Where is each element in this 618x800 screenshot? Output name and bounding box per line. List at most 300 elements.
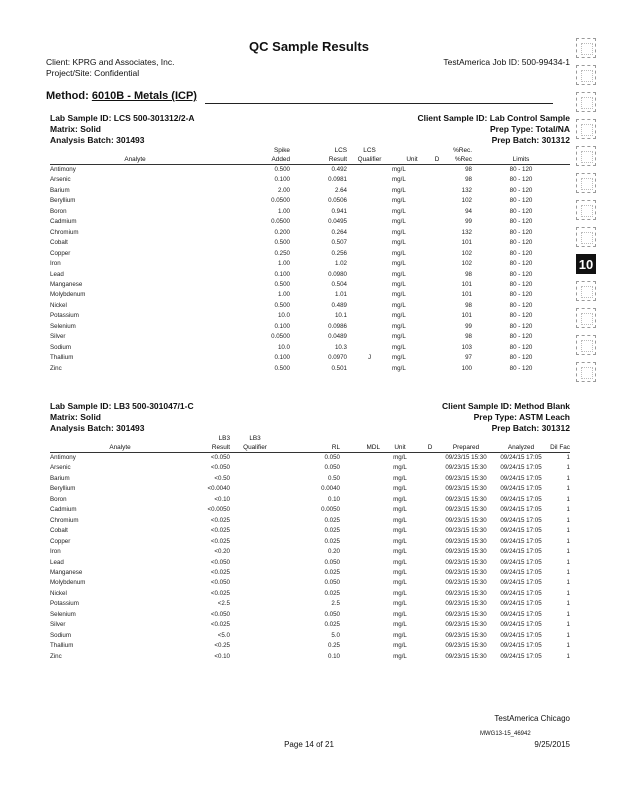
table-cell: 09/23/15 15:30 xyxy=(445,631,487,639)
table-cell: 98 xyxy=(465,301,472,309)
table-cell: Antimony xyxy=(50,454,76,461)
section-tab-active[interactable]: 10 xyxy=(576,254,596,274)
table-cell: 80 - 120 xyxy=(509,176,533,184)
column-header: Limits xyxy=(472,155,570,165)
table-cell: 100 xyxy=(461,364,472,372)
table-cell: 80 - 120 xyxy=(509,301,533,309)
table-row xyxy=(50,311,570,321)
column-header: Analyzed xyxy=(492,443,550,453)
column-header xyxy=(340,434,380,443)
table-cell: 09/24/15 17:05 xyxy=(500,485,542,493)
table-cell xyxy=(420,558,440,568)
table-cell: 101 xyxy=(461,291,472,299)
table-cell: mg/L xyxy=(392,166,406,173)
table-cell xyxy=(420,474,440,484)
column-header xyxy=(492,434,550,443)
table-cell: 09/23/15 15:30 xyxy=(445,516,487,524)
table-cell xyxy=(340,474,380,484)
section-tab[interactable] xyxy=(576,65,596,85)
table-cell: <0.050 xyxy=(210,610,230,618)
table-cell: 0.492 xyxy=(331,166,347,173)
table-cell: mg/L xyxy=(392,249,406,257)
table-cell: 80 - 120 xyxy=(509,239,533,247)
table-cell xyxy=(340,578,380,588)
table-cell: <0.10 xyxy=(214,495,230,503)
table-cell: 2.64 xyxy=(334,186,347,194)
column-header: D xyxy=(432,155,442,165)
column-header: %Rec xyxy=(442,155,472,165)
table-cell: <0.050 xyxy=(210,558,230,566)
table-cell: 102 xyxy=(461,249,472,257)
table-cell: 09/24/15 17:05 xyxy=(500,474,542,482)
table-cell: mg/L xyxy=(393,495,407,503)
table-cell: 10.3 xyxy=(334,343,347,351)
method-label: Method: xyxy=(46,90,89,102)
table-cell: mg/L xyxy=(393,631,407,639)
mb-matrix: Matrix: Solid xyxy=(50,412,102,422)
table-cell: 99 xyxy=(465,322,472,330)
table-cell: mg/L xyxy=(392,301,406,309)
column-header xyxy=(280,434,340,443)
table-cell: 09/23/15 15:30 xyxy=(445,537,487,545)
section-tabs xyxy=(576,38,600,389)
table-cell xyxy=(347,322,392,332)
table-cell xyxy=(432,175,442,185)
table-cell xyxy=(420,568,440,578)
table-cell: 102 xyxy=(461,260,472,268)
table-cell: mg/L xyxy=(393,548,407,556)
table-cell: 0.10 xyxy=(327,495,340,503)
mb-client-sample-id: Client Sample ID: Method Blank xyxy=(442,401,570,411)
table-cell: mg/L xyxy=(392,176,406,184)
method-value: 6010B - Metals (ICP) xyxy=(91,90,197,102)
table-cell: 80 - 120 xyxy=(509,186,533,194)
table-cell: 10.1 xyxy=(334,312,347,320)
table-cell: mg/L xyxy=(392,197,406,205)
table-cell: 98 xyxy=(465,176,472,184)
column-header: Unit xyxy=(380,443,420,453)
table-cell: 09/24/15 17:05 xyxy=(500,464,542,472)
table-cell: 0.050 xyxy=(324,579,340,587)
table-cell: 09/24/15 17:05 xyxy=(500,558,542,566)
table-cell: Iron xyxy=(50,548,61,556)
section-tab[interactable] xyxy=(576,119,596,139)
table-cell: 1.01 xyxy=(334,291,347,299)
table-cell xyxy=(230,631,280,641)
mb-prep-type: Prep Type: ASTM Leach xyxy=(473,412,570,422)
table-cell xyxy=(432,353,442,363)
table-cell: 0.501 xyxy=(331,364,347,372)
table-row xyxy=(50,364,570,374)
table-cell: Lead xyxy=(50,270,64,278)
table-cell: 09/23/15 15:30 xyxy=(445,474,487,482)
table-cell: Potassium xyxy=(50,600,79,608)
table-row xyxy=(50,484,570,494)
table-cell: 1 xyxy=(566,621,570,629)
column-header: Qualifier xyxy=(347,155,392,165)
section-tab[interactable] xyxy=(576,227,596,247)
table-cell xyxy=(340,620,380,630)
table-cell: mg/L xyxy=(393,527,407,535)
table-cell: 09/23/15 15:30 xyxy=(445,579,487,587)
table-cell: mg/L xyxy=(393,516,407,524)
table-cell: 1 xyxy=(566,600,570,608)
table-cell xyxy=(340,505,380,515)
table-cell: 0.050 xyxy=(324,558,340,566)
table-cell: 1.00 xyxy=(277,207,290,215)
table-cell: mg/L xyxy=(392,270,406,278)
table-cell: mg/L xyxy=(392,291,406,299)
table-row xyxy=(50,322,570,332)
table-cell: 2.00 xyxy=(277,186,290,194)
table-cell: 0.0040 xyxy=(321,485,340,493)
table-cell: 80 - 120 xyxy=(509,228,533,236)
table-row xyxy=(50,228,570,238)
lcs-table-body xyxy=(50,165,570,375)
table-cell: <0.025 xyxy=(210,568,230,576)
table-cell xyxy=(432,311,442,321)
table-cell: mg/L xyxy=(392,343,406,351)
table-cell: 1 xyxy=(566,568,570,576)
table-cell: <0.0050 xyxy=(207,506,230,514)
project-site: Project/Site: Confidential xyxy=(46,68,140,78)
table-cell: Barium xyxy=(50,186,70,194)
section-tab[interactable] xyxy=(576,200,596,220)
table-cell: 97 xyxy=(465,354,472,362)
column-header: Analyte xyxy=(50,443,190,453)
table-row xyxy=(50,270,570,280)
table-cell xyxy=(420,516,440,526)
column-header: D xyxy=(420,443,440,453)
table-cell: 80 - 120 xyxy=(509,354,533,362)
table-cell: Manganese xyxy=(50,568,83,576)
table-cell: Cobalt xyxy=(50,239,68,247)
table-cell: mg/L xyxy=(392,322,406,330)
section-tab[interactable] xyxy=(576,308,596,328)
table-cell xyxy=(432,228,442,238)
table-cell xyxy=(230,526,280,536)
table-cell xyxy=(420,463,440,473)
column-header xyxy=(392,146,432,155)
table-cell: 80 - 120 xyxy=(509,249,533,257)
table-cell: mg/L xyxy=(392,333,406,341)
table-cell: 1 xyxy=(566,506,570,514)
table-cell: 0.250 xyxy=(274,249,290,257)
table-cell: 09/24/15 17:05 xyxy=(500,642,542,650)
table-cell: Silver xyxy=(50,333,66,341)
section-tab[interactable] xyxy=(576,281,596,301)
column-header: Prepared xyxy=(440,443,492,453)
table-cell: 0.0970 xyxy=(328,354,347,362)
table-cell xyxy=(347,270,392,280)
table-cell xyxy=(432,280,442,290)
table-cell: mg/L xyxy=(393,621,407,629)
table-cell: Zinc xyxy=(50,652,62,660)
table-row xyxy=(50,589,570,599)
table-cell: mg/L xyxy=(393,454,407,461)
table-cell: Sodium xyxy=(50,631,71,639)
table-cell: 09/24/15 17:05 xyxy=(500,548,542,556)
table-cell xyxy=(230,641,280,651)
section-tab[interactable] xyxy=(576,38,596,58)
table-cell xyxy=(432,270,442,280)
table-cell xyxy=(432,364,442,374)
table-cell: 98 xyxy=(465,333,472,341)
section-tab[interactable] xyxy=(576,335,596,355)
table-cell: Nickel xyxy=(50,301,67,309)
table-cell: Boron xyxy=(50,495,67,503)
table-cell xyxy=(347,343,392,353)
table-cell: 80 - 120 xyxy=(509,166,533,173)
table-cell: 09/23/15 15:30 xyxy=(445,485,487,493)
table-cell xyxy=(432,196,442,206)
method-rule xyxy=(205,103,553,104)
table-cell xyxy=(230,474,280,484)
table-cell: mg/L xyxy=(392,364,406,372)
table-cell: Molybdenum xyxy=(50,579,86,587)
mb-table xyxy=(50,434,570,662)
table-cell xyxy=(420,599,440,609)
table-cell: 132 xyxy=(461,186,472,194)
table-cell: 101 xyxy=(461,280,472,288)
table-cell xyxy=(432,301,442,311)
section-tab[interactable] xyxy=(576,173,596,193)
table-cell xyxy=(347,217,392,227)
column-header: LCS xyxy=(334,147,347,154)
table-cell xyxy=(230,484,280,494)
table-cell: 1 xyxy=(566,642,570,650)
table-row xyxy=(50,165,570,176)
table-cell: <0.25 xyxy=(214,642,230,650)
column-header: Unit xyxy=(392,155,432,165)
table-cell: 0.100 xyxy=(274,354,290,362)
table-row xyxy=(50,620,570,630)
mb-analysis-batch: Analysis Batch: 301493 xyxy=(50,423,145,433)
table-cell: <0.050 xyxy=(210,454,230,461)
table-cell: 10.0 xyxy=(277,343,290,351)
table-row xyxy=(50,505,570,515)
lcs-prep-type: Prep Type: Total/NA xyxy=(490,124,570,134)
table-row xyxy=(50,463,570,473)
table-cell: 101 xyxy=(461,239,472,247)
table-cell: 09/24/15 17:05 xyxy=(500,527,542,535)
table-cell: 09/24/15 17:05 xyxy=(500,600,542,608)
table-cell: <5.0 xyxy=(217,631,230,639)
page-title: QC Sample Results xyxy=(249,39,369,54)
table-cell: 09/24/15 17:05 xyxy=(500,454,542,461)
table-cell: Chromium xyxy=(50,516,79,524)
table-cell: Cobalt xyxy=(50,527,68,535)
table-cell: 1 xyxy=(566,485,570,493)
table-cell xyxy=(230,599,280,609)
table-cell: 0.264 xyxy=(331,228,347,236)
table-cell: 80 - 120 xyxy=(509,207,533,215)
table-cell: Cadmium xyxy=(50,218,77,226)
table-cell: J xyxy=(367,354,372,362)
column-header xyxy=(420,434,440,443)
column-header xyxy=(50,434,190,443)
table-cell xyxy=(230,568,280,578)
table-cell: 09/23/15 15:30 xyxy=(445,548,487,556)
table-cell: 2.5 xyxy=(331,600,340,608)
table-cell xyxy=(420,620,440,630)
table-cell: 1 xyxy=(566,495,570,503)
table-cell: 0.0500 xyxy=(271,333,290,341)
lcs-prep-batch: Prep Batch: 301312 xyxy=(491,135,570,145)
table-cell xyxy=(347,364,392,374)
table-cell: 0.489 xyxy=(331,301,347,309)
table-cell: 80 - 120 xyxy=(509,312,533,320)
table-row xyxy=(50,516,570,526)
page-number: Page 14 of 21 xyxy=(284,740,334,749)
table-cell xyxy=(432,290,442,300)
table-cell: 09/24/15 17:05 xyxy=(500,537,542,545)
table-cell: Selenium xyxy=(50,610,76,618)
table-row xyxy=(50,332,570,342)
table-cell: 0.25 xyxy=(327,642,340,650)
table-cell xyxy=(347,196,392,206)
table-cell: mg/L xyxy=(392,239,406,247)
table-cell xyxy=(340,568,380,578)
table-cell: Zinc xyxy=(50,364,62,372)
table-cell xyxy=(340,589,380,599)
table-cell: <0.20 xyxy=(214,548,230,556)
table-cell: 09/24/15 17:05 xyxy=(500,516,542,524)
section-tab[interactable] xyxy=(576,146,596,166)
table-cell xyxy=(230,578,280,588)
table-cell: <0.50 xyxy=(214,474,230,482)
table-row xyxy=(50,186,570,196)
table-row xyxy=(50,495,570,505)
table-row xyxy=(50,259,570,269)
table-cell xyxy=(432,207,442,217)
table-cell: mg/L xyxy=(393,537,407,545)
table-cell: <0.050 xyxy=(210,464,230,472)
section-tab[interactable] xyxy=(576,92,596,112)
table-row xyxy=(50,175,570,185)
table-cell: Iron xyxy=(50,260,61,268)
table-cell xyxy=(420,526,440,536)
table-cell xyxy=(432,343,442,353)
column-header: LCS xyxy=(363,147,376,154)
table-cell: 0.500 xyxy=(274,364,290,372)
table-cell xyxy=(347,175,392,185)
table-cell: 0.200 xyxy=(274,228,290,236)
table-cell: 101 xyxy=(461,312,472,320)
lcs-header-top-row xyxy=(50,146,570,155)
table-row xyxy=(50,453,570,464)
mb-table-body xyxy=(50,453,570,663)
table-cell: 09/24/15 17:05 xyxy=(500,610,542,618)
table-cell xyxy=(432,322,442,332)
table-cell: 09/23/15 15:30 xyxy=(445,642,487,650)
table-cell: Manganese xyxy=(50,280,83,288)
table-cell: 0.0050 xyxy=(321,506,340,514)
table-cell: Cadmium xyxy=(50,506,77,514)
table-cell: Thallium xyxy=(50,354,74,362)
table-cell: Antimony xyxy=(50,166,76,173)
table-cell: 09/23/15 15:30 xyxy=(445,621,487,629)
column-header xyxy=(432,146,442,155)
table-row xyxy=(50,547,570,557)
table-cell: <0.0040 xyxy=(207,485,230,493)
table-cell: 1.00 xyxy=(277,291,290,299)
table-cell: mg/L xyxy=(392,186,406,194)
table-cell xyxy=(230,505,280,515)
table-cell: <2.5 xyxy=(217,600,230,608)
table-cell: Arsenic xyxy=(50,464,71,472)
table-cell: 1 xyxy=(566,474,570,482)
table-cell: 0.100 xyxy=(274,322,290,330)
lcs-header-row xyxy=(50,155,570,165)
table-cell: Selenium xyxy=(50,322,76,330)
table-cell: Copper xyxy=(50,249,71,257)
column-header xyxy=(472,146,570,155)
table-cell xyxy=(420,484,440,494)
table-cell: 09/23/15 15:30 xyxy=(445,464,487,472)
table-cell: 09/23/15 15:30 xyxy=(445,610,487,618)
table-cell xyxy=(340,641,380,651)
table-cell: 0.500 xyxy=(274,280,290,288)
table-cell: 1 xyxy=(566,454,570,461)
table-cell xyxy=(420,652,440,662)
table-cell: 0.500 xyxy=(274,301,290,309)
table-cell xyxy=(230,463,280,473)
table-cell: 1 xyxy=(566,652,570,660)
table-cell xyxy=(432,238,442,248)
section-tab[interactable] xyxy=(576,362,596,382)
table-cell xyxy=(347,332,392,342)
table-cell: 0.500 xyxy=(274,239,290,247)
table-cell xyxy=(230,652,280,662)
table-row xyxy=(50,578,570,588)
table-cell: 80 - 120 xyxy=(509,280,533,288)
table-cell xyxy=(347,249,392,259)
column-header xyxy=(440,434,492,443)
table-cell xyxy=(340,610,380,620)
table-cell: Beryllium xyxy=(50,485,76,493)
footer-lab-name: TestAmerica Chicago xyxy=(494,714,570,723)
table-cell: 80 - 120 xyxy=(509,364,533,372)
table-cell xyxy=(432,165,442,176)
table-cell: mg/L xyxy=(393,600,407,608)
table-cell: 0.0489 xyxy=(328,333,347,341)
table-cell: mg/L xyxy=(393,642,407,650)
table-cell: mg/L xyxy=(393,589,407,597)
table-cell: mg/L xyxy=(393,568,407,576)
mb-header-top-row xyxy=(50,434,570,443)
table-cell: 0.256 xyxy=(331,249,347,257)
table-row xyxy=(50,631,570,641)
column-header: LB3 xyxy=(249,435,261,442)
table-cell: <0.025 xyxy=(210,621,230,629)
column-header: RL xyxy=(280,443,340,453)
table-cell xyxy=(347,207,392,217)
table-cell: 09/23/15 15:30 xyxy=(445,558,487,566)
table-cell: Chromium xyxy=(50,228,79,236)
table-cell: 0.050 xyxy=(324,464,340,472)
table-row xyxy=(50,196,570,206)
column-header: Analyte xyxy=(50,155,220,165)
table-cell xyxy=(340,537,380,547)
table-row xyxy=(50,610,570,620)
table-cell: 09/23/15 15:30 xyxy=(445,568,487,576)
table-cell xyxy=(420,495,440,505)
table-cell: mg/L xyxy=(392,354,406,362)
table-cell: 0.100 xyxy=(274,270,290,278)
table-cell xyxy=(340,453,380,464)
table-cell: Lead xyxy=(50,558,64,566)
